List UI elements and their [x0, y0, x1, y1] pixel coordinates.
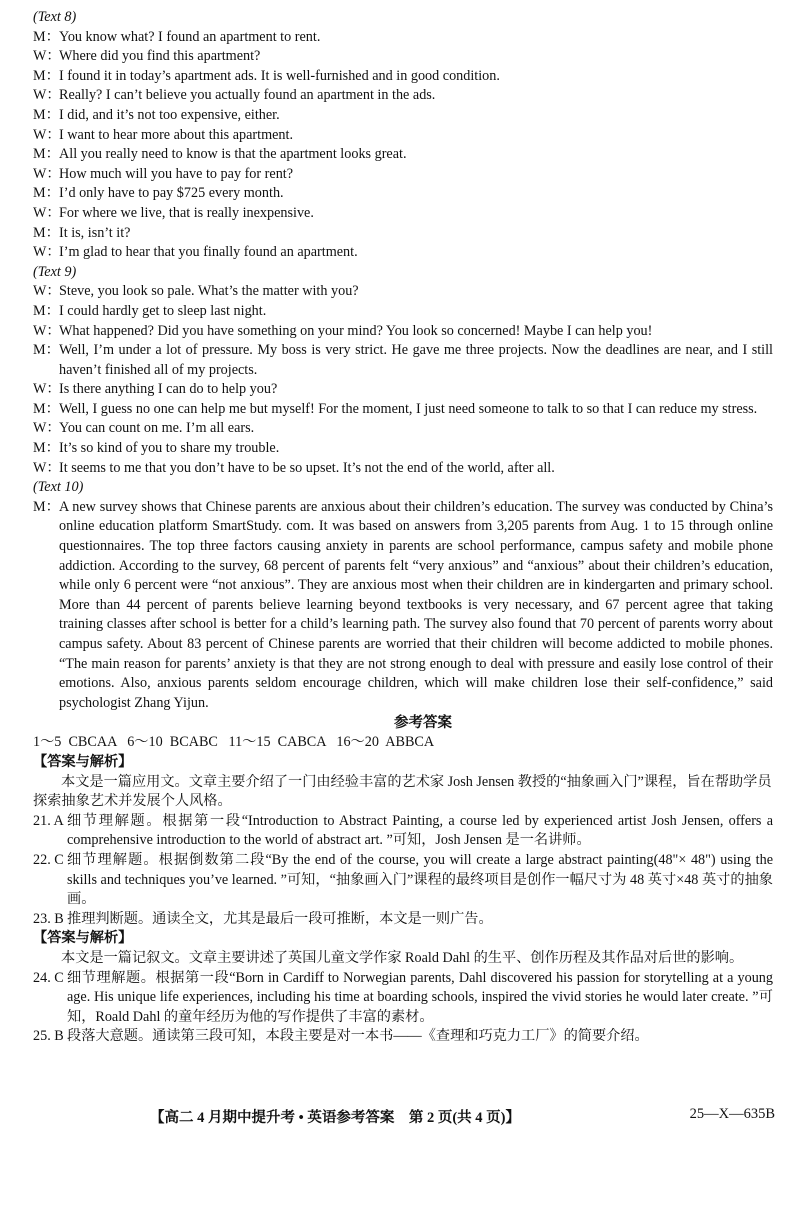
dialogue-line	[33, 439, 773, 459]
monologue-text: A new survey shows that Chinese parents are anxious about their children’s education. The survey was conducted by China’s online education platform SmartStudy. com. It was based on answers from 3,205 parents from Aug. 1 to 15 through online questionnaires. The top three factors causing anxiety in parents are school performance, campus safety and mobile phone addiction. According to the survey, 68 percent of parents felt “very anxious” and “anxious” about their children’s education, while only 6 percent were “not anxious”. They are anxious most when their children are in kindergarten and primary school. More than 44 percent of parents believe learning beyond textbooks is very necessary, and 67 percent agree that taking training classes after school is better for a child’s learning path. The survey also found that 70 percent of parents worry about campus safety. About 83 percent of Chinese parents are worried that their children will become addicted to mobile phones. “The main reason for parents’ anxiety is that they are not strong enough to deal with pressure and easily lose control of their emotions. Also, anxious parents seldom encourage children, which will make children lose their self-confidence,” said psychologist Zhang Yijun.	[59, 498, 773, 711]
speaker: W：	[33, 322, 61, 339]
dialogue-line	[33, 400, 773, 420]
speaker: M：	[33, 342, 60, 359]
utterance: What happened? Did you have something on your mind? You look so concerned! Maybe I can help you!	[59, 322, 653, 339]
utterance: For where we live, that is really inexpensive.	[59, 204, 314, 221]
speaker: W：	[33, 126, 61, 143]
analysis-item	[33, 969, 773, 1028]
utterance: Is there anything I can do to help you?	[59, 381, 278, 398]
speaker: M：	[33, 28, 60, 45]
explanation: 细节理解题。根据第一段“Born in Cardiff to Norwegian parents, Dahl discovered his passion for storytelling at a young age. His unique life experiences, including his time at boarding schools, inspired the vivid stories he would later create. ”可知，Roald Dahl 的童年经历为他的写作提供了丰富的素材。	[67, 969, 773, 1025]
utterance: It seems to me that you don’t have to be so upset. It’s not the end of the world, after all.	[59, 459, 555, 476]
dialogue-line	[33, 341, 773, 380]
dialogue-line	[33, 224, 773, 244]
utterance: I found it in today’s apartment ads. It is well-furnished and in good condition.	[59, 67, 500, 84]
utterance: You know what? I found an apartment to rent.	[59, 28, 321, 45]
speaker: M：	[33, 185, 60, 202]
question-number: 25. B	[33, 1028, 64, 1045]
text8-dialogue	[33, 28, 773, 263]
explanation: 推理判断题。通读全文，尤其是最后一段可推断，本文是一则广告。	[67, 910, 493, 927]
utterance: Where did you find this apartment?	[59, 48, 261, 65]
speaker: W：	[33, 459, 61, 476]
speaker: W：	[33, 283, 61, 300]
analysis-heading: 【答案与解析】	[33, 930, 133, 947]
text8-header: (Text 8)	[33, 9, 77, 25]
utterance: It’s so kind of you to share my trouble.	[59, 440, 280, 457]
speaker: M：	[33, 224, 60, 241]
analysis-heading: 【答案与解析】	[33, 753, 133, 770]
document-page	[33, 8, 773, 1047]
dialogue-line	[33, 204, 773, 224]
speaker: M：	[33, 67, 60, 84]
dialogue-line	[33, 47, 773, 67]
utterance: You can count on me. I’m all ears.	[59, 420, 255, 437]
speaker: W：	[33, 87, 61, 104]
speaker: W：	[33, 420, 61, 437]
speaker: M：	[33, 440, 60, 457]
dialogue-line	[33, 184, 773, 204]
question-number: 21. A	[33, 812, 64, 829]
dialogue-line	[33, 126, 773, 146]
dialogue-line	[33, 86, 773, 106]
dialogue-line	[33, 106, 773, 126]
text9-dialogue	[33, 282, 773, 478]
answer-key-title: 参考答案	[394, 715, 452, 732]
analysis-intro: 本文是一篇记叙文。文章主要讲述了英国儿童文学作家 Roald Dahl 的生平、创作历程及其作品对后世的影响。	[61, 949, 744, 966]
analysis-item	[33, 851, 773, 910]
utterance: I want to hear more about this apartment.	[59, 126, 294, 143]
dialogue-line	[33, 459, 773, 479]
dialogue-line	[33, 165, 773, 185]
dialogue-line	[33, 322, 773, 342]
utterance: I could hardly get to sleep last night.	[59, 302, 267, 319]
utterance: How much will you have to pay for rent?	[59, 165, 294, 182]
utterance: Well, I’m under a lot of pressure. My boss is very strict. He gave me three projects. Now the deadlines are near, and I still haven’t finished all of my projects.	[59, 342, 773, 378]
dialogue-line	[33, 302, 773, 322]
utterance: I did, and it’s not too expensive, either.	[59, 106, 280, 123]
dialogue-line	[33, 28, 773, 48]
explanation: 细节理解题。根据第一段“Introduction to Abstract Painting, a course led by experienced artist Josh Jensen, offers a comprehensive introduction to the world of abstract art. ”可知，Josh Jensen 是一名讲师。	[67, 812, 773, 849]
text10-header: (Text 10)	[33, 479, 84, 496]
footer-title: 【高二 4 月期中提升考 • 英语参考答案 第 2 页(共 4 页)】	[150, 1110, 520, 1126]
analysis-item	[33, 910, 773, 930]
speaker: M：	[33, 302, 60, 319]
answer-key-list: 1～5 CBCAA 6～10 BCABC 11～15 CABCA 16～20 ABBCA	[33, 734, 435, 751]
page-footer	[150, 1106, 775, 1127]
speaker: W：	[33, 48, 61, 65]
speaker: M：	[33, 146, 60, 163]
utterance: Well, I guess no one can help me but myself! For the moment, I just need someone to talk to so that I can reduce my stress.	[59, 400, 758, 417]
speaker: M：	[33, 400, 60, 417]
dialogue-line	[33, 380, 773, 400]
question-number: 22. C	[33, 851, 64, 868]
utterance: All you really need to know is that the apartment looks great.	[59, 146, 407, 163]
text9-header: (Text 9)	[33, 263, 77, 280]
dialogue-line	[33, 145, 773, 165]
document-code: 25—X—635B	[689, 1106, 775, 1122]
speaker: W：	[33, 204, 61, 221]
question-number: 23. B	[33, 910, 64, 927]
text10-monologue	[33, 498, 773, 714]
utterance: It is, isn’t it?	[59, 224, 131, 241]
speaker: M：	[33, 498, 60, 515]
explanation: 段落大意题。通读第三段可知，本段主要是对一本书——《查理和巧克力工厂》的简要介绍。	[67, 1028, 649, 1045]
analysis-item	[33, 812, 773, 851]
utterance: Steve, you look so pale. What’s the matter with you?	[59, 283, 359, 300]
utterance: I’d only have to pay $725 every month.	[59, 185, 284, 202]
analysis-intro: 本文是一篇应用文。文章主要介绍了一门由经验丰富的艺术家 Josh Jensen 教授的“抽象画入门”课程，旨在帮助学员探索抽象艺术并发展个人风格。	[33, 773, 772, 810]
speaker: M：	[33, 106, 60, 123]
analysis-item	[33, 1027, 773, 1047]
utterance: I’m glad to hear that you finally found an apartment.	[59, 244, 358, 261]
dialogue-line	[33, 67, 773, 87]
dialogue-line	[33, 243, 773, 263]
question-number: 24. C	[33, 969, 64, 986]
speaker: W：	[33, 381, 61, 398]
speaker: W：	[33, 165, 61, 182]
dialogue-line	[33, 419, 773, 439]
speaker: W：	[33, 244, 61, 261]
utterance: Really? I can’t believe you actually found an apartment in the ads.	[59, 87, 436, 104]
explanation: 细节理解题。根据倒数第二段“By the end of the course, you will create a large abstract painting(48"× 48") using the skills and techniques you’ve learned. ”可知，“抽象画入门”课程的最终项目是创作一幅尺寸为 48 英寸×48 英寸的抽象画。	[67, 851, 773, 908]
dialogue-line	[33, 282, 773, 302]
